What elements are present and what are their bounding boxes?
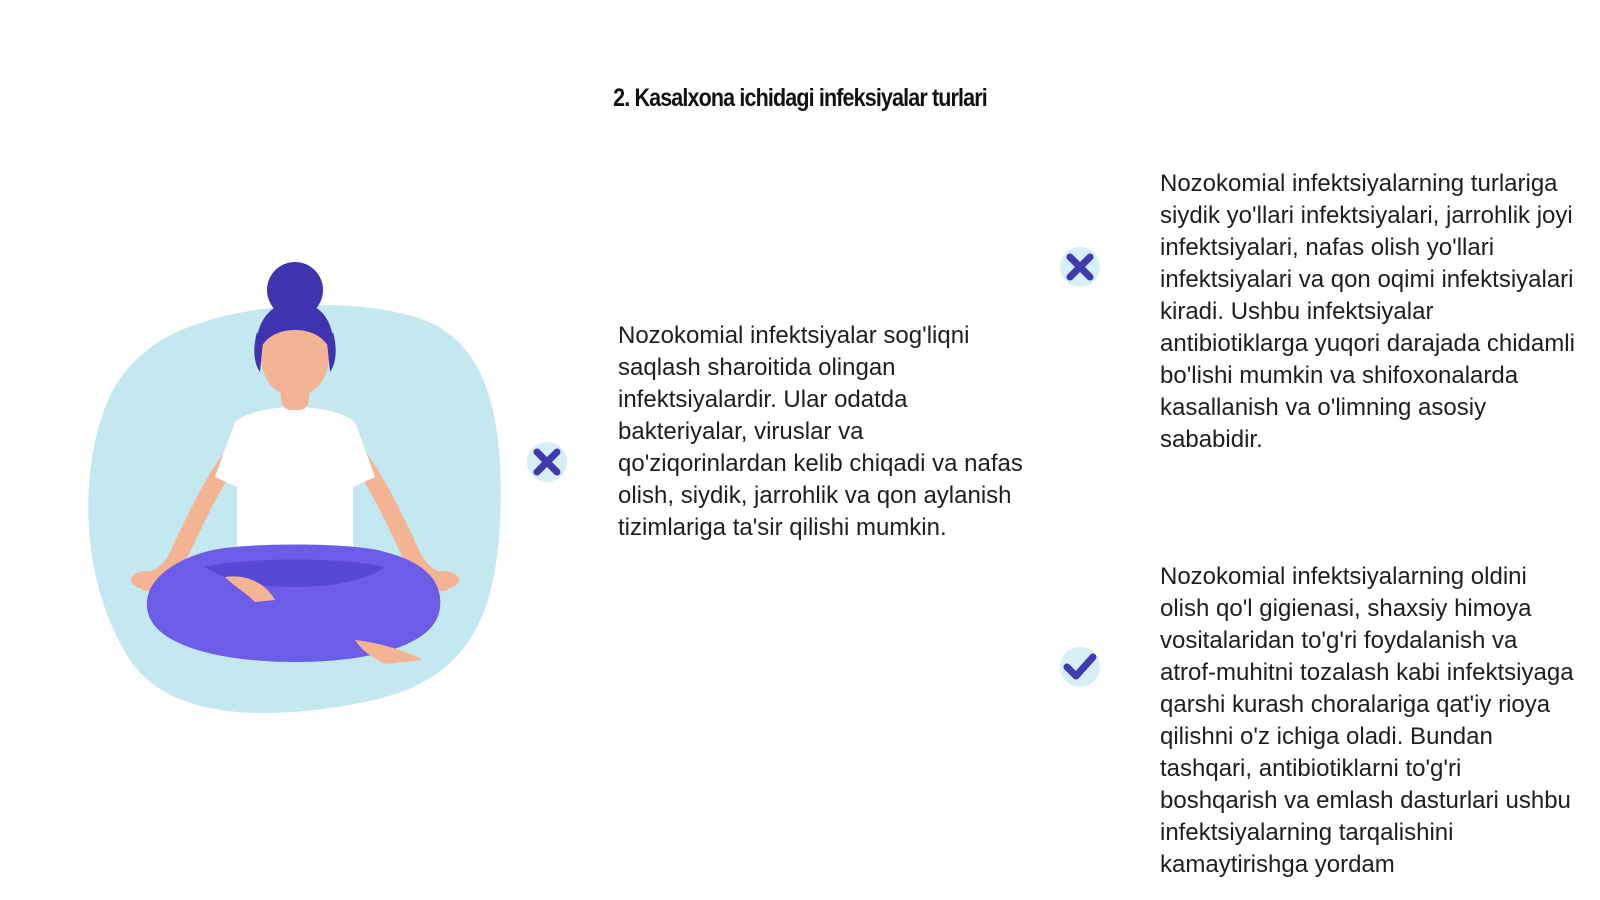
cross-mark-icon bbox=[525, 440, 569, 484]
point-text: Nozokomial infektsiyalarning turlariga siydik yo'llari infektsiyalari, jarrohlik joyi infektsiyalari, nafas olish yo'llari infektsiyalari va qon oqimi infektsiyalari kiradi. Ushbu infektsiyalar antibiotiklarga yuqori darajada chidamli bo'lishi mumkin va shifoxonalarda kasallanish va o'limning asosiy sababidir. bbox=[1160, 170, 1575, 453]
slide-title: 2. Kasalxona ichidagi infeksiyalar turlari bbox=[613, 84, 987, 112]
point-text: Nozokomial infektsiyalarning oldini olish qo'l gigienasi, shaxsiy himoya vositalaridan to'g'ri foydalanish va atrof-muhitni tozalash kabi infektsiyaga qarshi kurash choralariga qat'iy rioya qilishni o'z ichiga oladi. Bundan tashqari, antibiotiklarni to'g'ri boshqarish va emlash dasturlari ushbu infektsiyalarning tarqalishini kamaytirishga yordam bbox=[1160, 563, 1574, 878]
point-text: Nozokomial infektsiyalar sog'liqni saqlash sharoitida olingan infektsiyalardir. Ular odatda bakteriyalar, viruslar va qo'ziqorinlardan kelib chiqadi va nafas olish, siydik, jarrohlik va qon aylanish tizimlariga ta'sir qilishi mumkin. bbox=[618, 322, 1023, 541]
cross-mark-icon bbox=[1058, 245, 1102, 289]
hair-bun bbox=[267, 262, 323, 318]
meditation-illustration bbox=[85, 262, 515, 732]
shirt bbox=[215, 407, 375, 562]
check-mark-icon bbox=[1058, 645, 1102, 689]
